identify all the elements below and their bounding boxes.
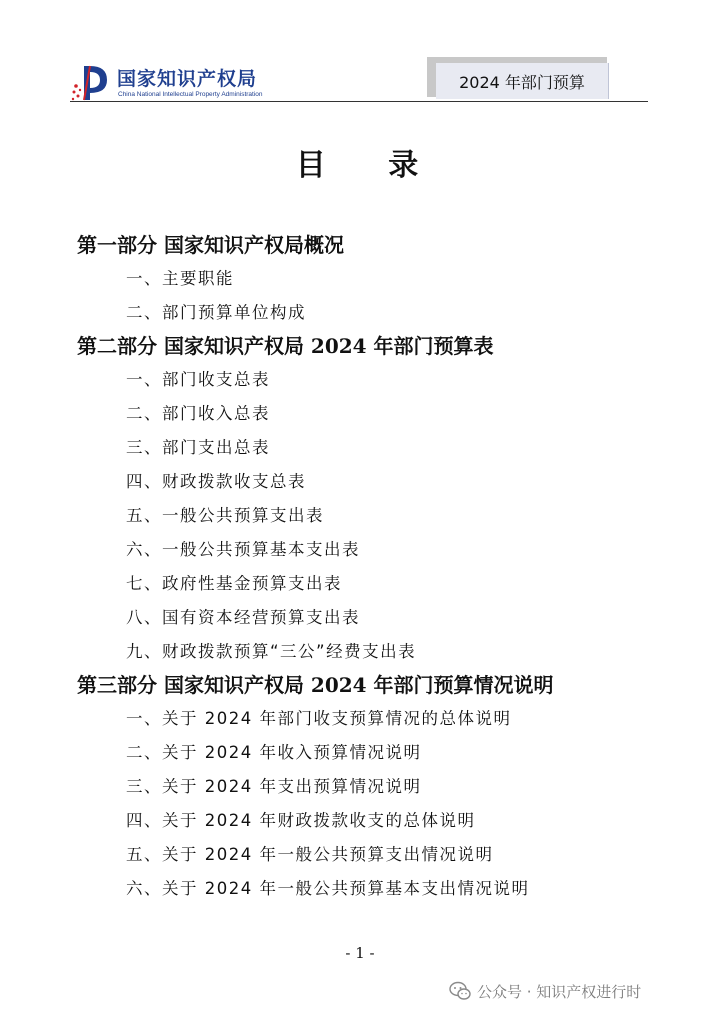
toc-item: 七、政府性基金预算支出表 (126, 574, 342, 593)
toc-item: 二、关于 2024 年收入预算情况说明 (126, 743, 422, 762)
toc-item: 六、一般公共预算基本支出表 (126, 540, 360, 559)
toc-item: 一、主要职能 (126, 269, 234, 288)
toc-part-title: 第三部分 国家知识产权局 2024 年部门预算情况说明 (77, 673, 554, 697)
toc-part (77, 669, 677, 906)
wechat-icon (449, 981, 471, 1001)
toc-part-title: 第二部分 国家知识产权局 2024 年部门预算表 (77, 334, 494, 358)
toc-item: 九、财政拨款预算“三公”经费支出表 (126, 642, 417, 661)
toc-part (77, 330, 677, 669)
budget-tab: 2024 年部门预算 (436, 63, 609, 99)
header-divider (70, 101, 648, 102)
toc-item: 六、关于 2024 年一般公共预算基本支出情况说明 (126, 879, 530, 898)
cnipa-logo-icon (70, 60, 110, 104)
page-header (0, 0, 720, 110)
toc-item: 一、部门收支总表 (126, 370, 270, 389)
table-of-contents (77, 229, 677, 906)
toc-item: 一、关于 2024 年部门收支预算情况的总体说明 (126, 709, 512, 728)
watermark-text: 公众号 · 知识产权进行时 (477, 982, 642, 1001)
page-number: - 1 - (345, 944, 375, 962)
org-name-en: China National Intellectual Property Administration (118, 91, 263, 98)
toc-title: 目 录 (295, 148, 445, 183)
toc-item: 四、关于 2024 年财政拨款收支的总体说明 (126, 811, 476, 830)
toc-item: 三、部门支出总表 (126, 438, 270, 457)
toc-part (77, 229, 677, 330)
toc-item: 二、部门收入总表 (126, 404, 270, 423)
org-name-cn: 国家知识产权局 (117, 68, 258, 90)
watermark (449, 977, 641, 1005)
toc-item: 二、部门预算单位构成 (126, 303, 306, 322)
toc-item: 三、关于 2024 年支出预算情况说明 (126, 777, 422, 796)
toc-item: 五、一般公共预算支出表 (126, 506, 324, 525)
toc-part-title: 第一部分 国家知识产权局概况 (77, 233, 344, 257)
toc-item: 四、财政拨款收支总表 (126, 472, 306, 491)
toc-item: 八、国有资本经营预算支出表 (126, 608, 360, 627)
toc-item: 五、关于 2024 年一般公共预算支出情况说明 (126, 845, 494, 864)
